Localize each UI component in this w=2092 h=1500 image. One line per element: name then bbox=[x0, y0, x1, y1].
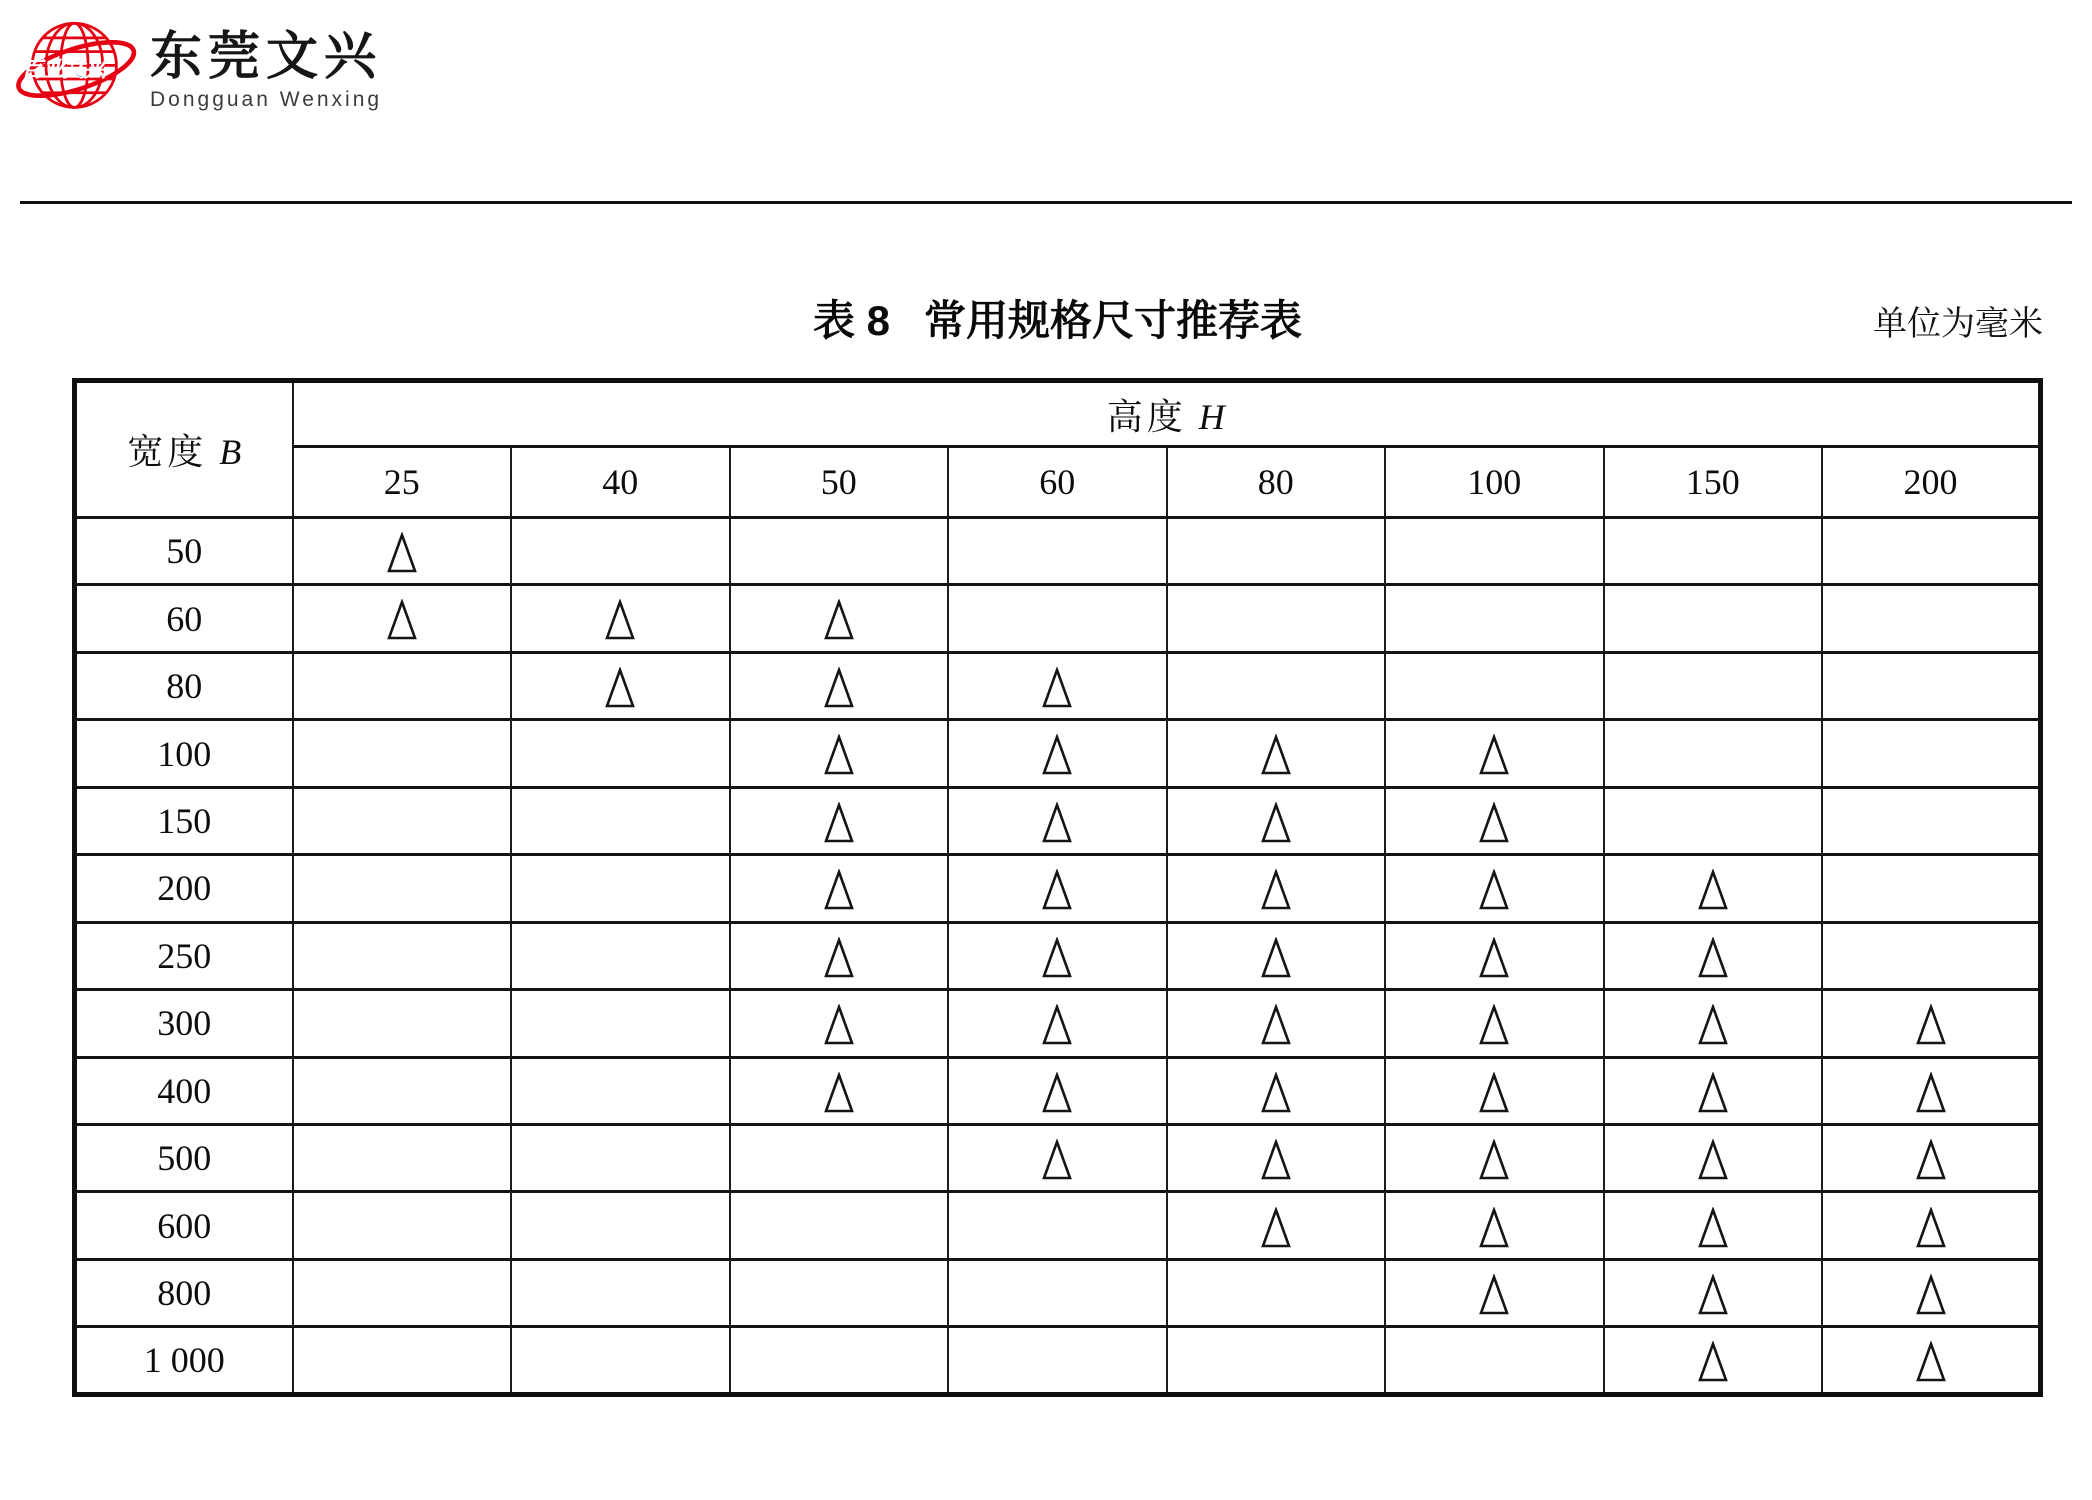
row-label-cell: 100 bbox=[75, 720, 293, 787]
empty-cell bbox=[1604, 787, 1823, 854]
mark-cell bbox=[1385, 922, 1604, 989]
empty-cell bbox=[511, 1125, 730, 1192]
empty-cell bbox=[1604, 517, 1823, 584]
row-label-cell: 600 bbox=[75, 1192, 293, 1259]
triangle-icon bbox=[1259, 869, 1293, 911]
empty-cell bbox=[293, 787, 512, 854]
empty-cell bbox=[1822, 922, 2041, 989]
table-row bbox=[75, 652, 2041, 719]
empty-cell bbox=[1167, 585, 1386, 652]
triangle-icon bbox=[822, 1004, 856, 1046]
header-label: 高度 bbox=[1106, 396, 1187, 437]
empty-cell bbox=[1385, 585, 1604, 652]
triangle-icon bbox=[1696, 1072, 1730, 1114]
col-header-cell: 100 bbox=[1385, 447, 1604, 517]
mark-cell bbox=[1604, 1327, 1823, 1395]
empty-cell bbox=[1167, 652, 1386, 719]
table-row bbox=[75, 1327, 2041, 1395]
table-row bbox=[75, 1057, 2041, 1124]
mark-cell bbox=[730, 922, 949, 989]
table-row bbox=[75, 1259, 2041, 1326]
empty-cell bbox=[1822, 652, 2041, 719]
header-row-group bbox=[75, 381, 2041, 447]
empty-cell bbox=[948, 1327, 1167, 1395]
empty-cell bbox=[1604, 652, 1823, 719]
triangle-icon bbox=[1259, 937, 1293, 979]
header-row-values bbox=[75, 447, 2041, 517]
mark-cell bbox=[1167, 1057, 1386, 1124]
mark-cell bbox=[948, 922, 1167, 989]
spec-table bbox=[72, 378, 2043, 1397]
mark-cell bbox=[511, 585, 730, 652]
col-header-cell: 40 bbox=[511, 447, 730, 517]
table-number: 表 8 bbox=[812, 297, 890, 344]
mark-cell bbox=[1604, 922, 1823, 989]
triangle-icon bbox=[1696, 1004, 1730, 1046]
globe-icon bbox=[14, 8, 142, 130]
empty-cell bbox=[511, 787, 730, 854]
triangle-icon bbox=[1259, 1072, 1293, 1114]
table-title-text: 常用规格尺寸推荐表 bbox=[924, 297, 1303, 344]
triangle-icon bbox=[822, 869, 856, 911]
triangle-icon bbox=[1477, 802, 1511, 844]
mark-cell bbox=[948, 652, 1167, 719]
mark-cell bbox=[1604, 990, 1823, 1057]
empty-cell bbox=[1822, 855, 2041, 922]
triangle-icon bbox=[1259, 1207, 1293, 1249]
triangle-icon bbox=[1040, 667, 1074, 709]
mark-cell bbox=[1167, 720, 1386, 787]
row-label-cell: 300 bbox=[75, 990, 293, 1057]
empty-cell bbox=[511, 720, 730, 787]
mark-cell bbox=[1167, 1125, 1386, 1192]
triangle-icon bbox=[1040, 869, 1074, 911]
empty-cell bbox=[1604, 585, 1823, 652]
mark-cell bbox=[1385, 787, 1604, 854]
globe-inner-text: 百业文兴 bbox=[21, 57, 106, 82]
empty-cell bbox=[293, 720, 512, 787]
triangle-icon bbox=[1696, 1341, 1730, 1383]
empty-cell bbox=[948, 585, 1167, 652]
triangle-icon bbox=[1040, 1004, 1074, 1046]
col-header-cell: 50 bbox=[730, 447, 949, 517]
mark-cell bbox=[293, 585, 512, 652]
mark-cell bbox=[1167, 787, 1386, 854]
header-variable: B bbox=[219, 431, 242, 472]
empty-cell bbox=[1385, 652, 1604, 719]
table-row bbox=[75, 1192, 2041, 1259]
empty-cell bbox=[511, 990, 730, 1057]
triangle-icon bbox=[1040, 1139, 1074, 1181]
empty-cell bbox=[511, 1259, 730, 1326]
mark-cell bbox=[948, 990, 1167, 1057]
empty-cell bbox=[511, 1192, 730, 1259]
mark-cell bbox=[730, 855, 949, 922]
mark-cell bbox=[730, 787, 949, 854]
triangle-icon bbox=[1914, 1341, 1948, 1383]
mark-cell bbox=[730, 720, 949, 787]
row-label-cell: 800 bbox=[75, 1259, 293, 1326]
mark-cell bbox=[1822, 1327, 2041, 1395]
mark-cell bbox=[948, 1125, 1167, 1192]
triangle-icon bbox=[1477, 734, 1511, 776]
empty-cell bbox=[293, 1327, 512, 1395]
triangle-icon bbox=[603, 599, 637, 641]
triangle-icon bbox=[1696, 937, 1730, 979]
empty-cell bbox=[1167, 1259, 1386, 1326]
triangle-icon bbox=[1040, 734, 1074, 776]
empty-cell bbox=[730, 1125, 949, 1192]
empty-cell bbox=[730, 1259, 949, 1326]
empty-cell bbox=[511, 517, 730, 584]
mark-cell bbox=[1385, 855, 1604, 922]
empty-cell bbox=[293, 922, 512, 989]
row-label-cell: 200 bbox=[75, 855, 293, 922]
col-header-cell: 80 bbox=[1167, 447, 1386, 517]
empty-cell bbox=[511, 1057, 730, 1124]
triangle-icon bbox=[822, 734, 856, 776]
empty-cell bbox=[293, 1125, 512, 1192]
row-label-cell: 1 000 bbox=[75, 1327, 293, 1395]
mark-cell bbox=[293, 517, 512, 584]
mark-cell bbox=[1167, 922, 1386, 989]
mark-cell bbox=[1385, 720, 1604, 787]
triangle-icon bbox=[1259, 1004, 1293, 1046]
triangle-icon bbox=[1696, 1139, 1730, 1181]
triangle-icon bbox=[1477, 1004, 1511, 1046]
triangle-icon bbox=[603, 667, 637, 709]
triangle-icon bbox=[1696, 1274, 1730, 1316]
empty-cell bbox=[511, 1327, 730, 1395]
mark-cell bbox=[1822, 1192, 2041, 1259]
header-label: 宽度 bbox=[127, 431, 208, 472]
triangle-icon bbox=[1914, 1139, 1948, 1181]
unit-note: 单位为毫米 bbox=[1873, 306, 2043, 343]
empty-cell bbox=[1167, 1327, 1386, 1395]
empty-cell bbox=[1822, 585, 2041, 652]
mark-cell bbox=[1167, 990, 1386, 1057]
triangle-icon bbox=[1477, 1072, 1511, 1114]
mark-cell bbox=[1822, 1125, 2041, 1192]
empty-cell bbox=[293, 990, 512, 1057]
mark-cell bbox=[1604, 855, 1823, 922]
triangle-icon bbox=[822, 937, 856, 979]
empty-cell bbox=[511, 922, 730, 989]
triangle-icon bbox=[1259, 734, 1293, 776]
mark-cell bbox=[511, 652, 730, 719]
mark-cell bbox=[1167, 855, 1386, 922]
logo-text-block bbox=[150, 30, 382, 112]
header-variable: H bbox=[1198, 396, 1225, 437]
row-label-cell: 500 bbox=[75, 1125, 293, 1192]
mark-cell bbox=[1385, 990, 1604, 1057]
mark-cell bbox=[730, 652, 949, 719]
triangle-icon bbox=[1040, 1072, 1074, 1114]
mark-cell bbox=[948, 720, 1167, 787]
col-header-cell: 200 bbox=[1822, 447, 2041, 517]
col-header-cell: 150 bbox=[1604, 447, 1823, 517]
mark-cell bbox=[1167, 1192, 1386, 1259]
triangle-icon bbox=[1259, 1139, 1293, 1181]
mark-cell bbox=[1385, 1125, 1604, 1192]
row-label-cell: 50 bbox=[75, 517, 293, 584]
triangle-icon bbox=[1696, 1207, 1730, 1249]
mark-cell bbox=[1604, 1057, 1823, 1124]
triangle-icon bbox=[1914, 1004, 1948, 1046]
table-row bbox=[75, 922, 2041, 989]
triangle-icon bbox=[385, 532, 419, 574]
triangle-icon bbox=[1477, 1274, 1511, 1316]
empty-cell bbox=[1385, 1327, 1604, 1395]
corner-header-width-b bbox=[75, 381, 293, 518]
empty-cell bbox=[1167, 517, 1386, 584]
empty-cell bbox=[1822, 787, 2041, 854]
mark-cell bbox=[730, 585, 949, 652]
triangle-icon bbox=[822, 667, 856, 709]
table-row bbox=[75, 855, 2041, 922]
empty-cell bbox=[293, 1057, 512, 1124]
empty-cell bbox=[511, 855, 730, 922]
triangle-icon bbox=[822, 1072, 856, 1114]
mark-cell bbox=[1604, 1125, 1823, 1192]
empty-cell bbox=[948, 517, 1167, 584]
row-label-cell: 80 bbox=[75, 652, 293, 719]
mark-cell bbox=[1822, 1057, 2041, 1124]
mark-cell bbox=[730, 1057, 949, 1124]
mark-cell bbox=[1822, 1259, 2041, 1326]
table-row bbox=[75, 585, 2041, 652]
table-row bbox=[75, 517, 2041, 584]
triangle-icon bbox=[1477, 937, 1511, 979]
empty-cell bbox=[293, 1192, 512, 1259]
empty-cell bbox=[293, 1259, 512, 1326]
empty-cell bbox=[293, 855, 512, 922]
table-row bbox=[75, 720, 2041, 787]
table-row bbox=[75, 1125, 2041, 1192]
triangle-icon bbox=[1040, 802, 1074, 844]
header-divider bbox=[20, 201, 2072, 204]
empty-cell bbox=[730, 1192, 949, 1259]
mark-cell bbox=[1822, 990, 2041, 1057]
logo-company-name-en: Dongguan Wenxing bbox=[150, 88, 383, 111]
mark-cell bbox=[948, 855, 1167, 922]
table-row bbox=[75, 787, 2041, 854]
empty-cell bbox=[948, 1259, 1167, 1326]
triangle-icon bbox=[822, 802, 856, 844]
row-label-cell: 400 bbox=[75, 1057, 293, 1124]
mark-cell bbox=[1385, 1057, 1604, 1124]
triangle-icon bbox=[1696, 869, 1730, 911]
empty-cell bbox=[730, 517, 949, 584]
triangle-icon bbox=[1914, 1207, 1948, 1249]
empty-cell bbox=[1385, 517, 1604, 584]
empty-cell bbox=[948, 1192, 1167, 1259]
table-title bbox=[72, 288, 2043, 348]
mark-cell bbox=[1385, 1192, 1604, 1259]
group-header-height-h bbox=[293, 381, 2041, 447]
logo-company-name-cn: 东莞文兴 bbox=[150, 29, 383, 86]
triangle-icon bbox=[1914, 1072, 1948, 1114]
col-header-cell: 25 bbox=[293, 447, 512, 517]
triangle-icon bbox=[822, 599, 856, 641]
mark-cell bbox=[1604, 1192, 1823, 1259]
empty-cell bbox=[1822, 517, 2041, 584]
mark-cell bbox=[730, 990, 949, 1057]
row-label-cell: 250 bbox=[75, 922, 293, 989]
row-label-cell: 60 bbox=[75, 585, 293, 652]
empty-cell bbox=[1822, 720, 2041, 787]
triangle-icon bbox=[1477, 869, 1511, 911]
table-row bbox=[75, 990, 2041, 1057]
triangle-icon bbox=[1040, 937, 1074, 979]
mark-cell bbox=[948, 1057, 1167, 1124]
company-logo bbox=[14, 8, 382, 130]
empty-cell bbox=[1604, 720, 1823, 787]
empty-cell bbox=[293, 652, 512, 719]
triangle-icon bbox=[1477, 1207, 1511, 1249]
mark-cell bbox=[948, 787, 1167, 854]
triangle-icon bbox=[385, 599, 419, 641]
row-label-cell: 150 bbox=[75, 787, 293, 854]
mark-cell bbox=[1385, 1259, 1604, 1326]
empty-cell bbox=[730, 1327, 949, 1395]
triangle-icon bbox=[1914, 1274, 1948, 1316]
triangle-icon bbox=[1259, 802, 1293, 844]
col-header-cell: 60 bbox=[948, 447, 1167, 517]
mark-cell bbox=[1604, 1259, 1823, 1326]
triangle-icon bbox=[1477, 1139, 1511, 1181]
